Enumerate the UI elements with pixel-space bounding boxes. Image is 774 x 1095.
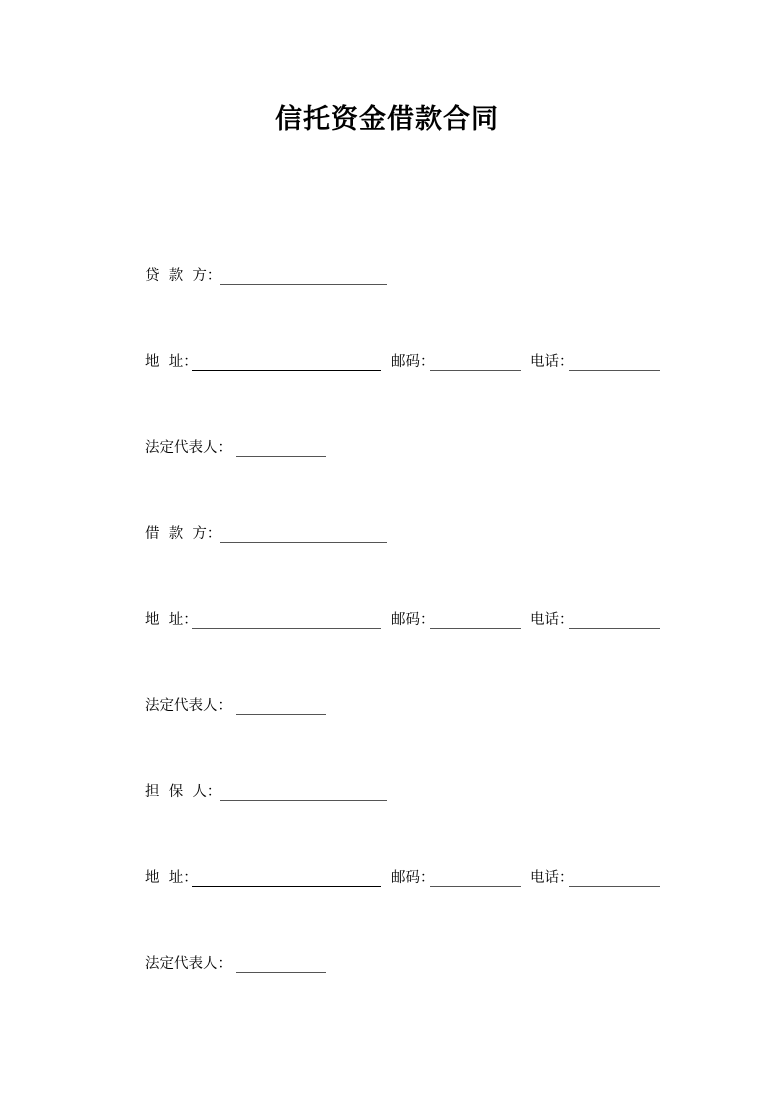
lender-postcode-field[interactable] bbox=[430, 370, 521, 371]
lender-address-field[interactable] bbox=[192, 370, 381, 371]
borrower-representative-label: 法定代表人： bbox=[145, 698, 232, 714]
guarantor-phone-label: 电话： bbox=[530, 870, 574, 886]
lender-postcode-label: 邮码： bbox=[391, 354, 435, 370]
guarantor-representative-label: 法定代表人： bbox=[145, 956, 232, 972]
borrower-name-field[interactable] bbox=[220, 542, 387, 543]
guarantor-address-label: 地 址： bbox=[145, 870, 198, 886]
guarantor-postcode-label: 邮码： bbox=[391, 870, 435, 886]
lender-address-label: 地 址： bbox=[145, 354, 198, 370]
document-title: 信托资金借款合同 bbox=[275, 104, 499, 135]
guarantor-phone-field[interactable] bbox=[569, 886, 660, 887]
borrower-name-label: 借 款 方： bbox=[145, 526, 222, 542]
guarantor-name-field[interactable] bbox=[220, 800, 387, 801]
lender-name-field[interactable] bbox=[220, 284, 387, 285]
borrower-phone-label: 电话： bbox=[530, 612, 574, 628]
borrower-phone-field[interactable] bbox=[569, 628, 660, 629]
guarantor-postcode-field[interactable] bbox=[430, 886, 521, 887]
lender-name-label: 贷 款 方： bbox=[145, 268, 222, 284]
borrower-representative-field[interactable] bbox=[236, 714, 326, 715]
lender-phone-label: 电话： bbox=[530, 354, 574, 370]
borrower-postcode-label: 邮码： bbox=[391, 612, 435, 628]
guarantor-representative-field[interactable] bbox=[236, 972, 326, 973]
guarantor-address-field[interactable] bbox=[192, 886, 381, 887]
borrower-address-field[interactable] bbox=[192, 628, 381, 629]
lender-phone-field[interactable] bbox=[569, 370, 660, 371]
guarantor-name-label: 担 保 人： bbox=[145, 784, 222, 800]
lender-representative-field[interactable] bbox=[236, 456, 326, 457]
lender-representative-label: 法定代表人： bbox=[145, 440, 232, 456]
borrower-address-label: 地 址： bbox=[145, 612, 198, 628]
borrower-postcode-field[interactable] bbox=[430, 628, 521, 629]
